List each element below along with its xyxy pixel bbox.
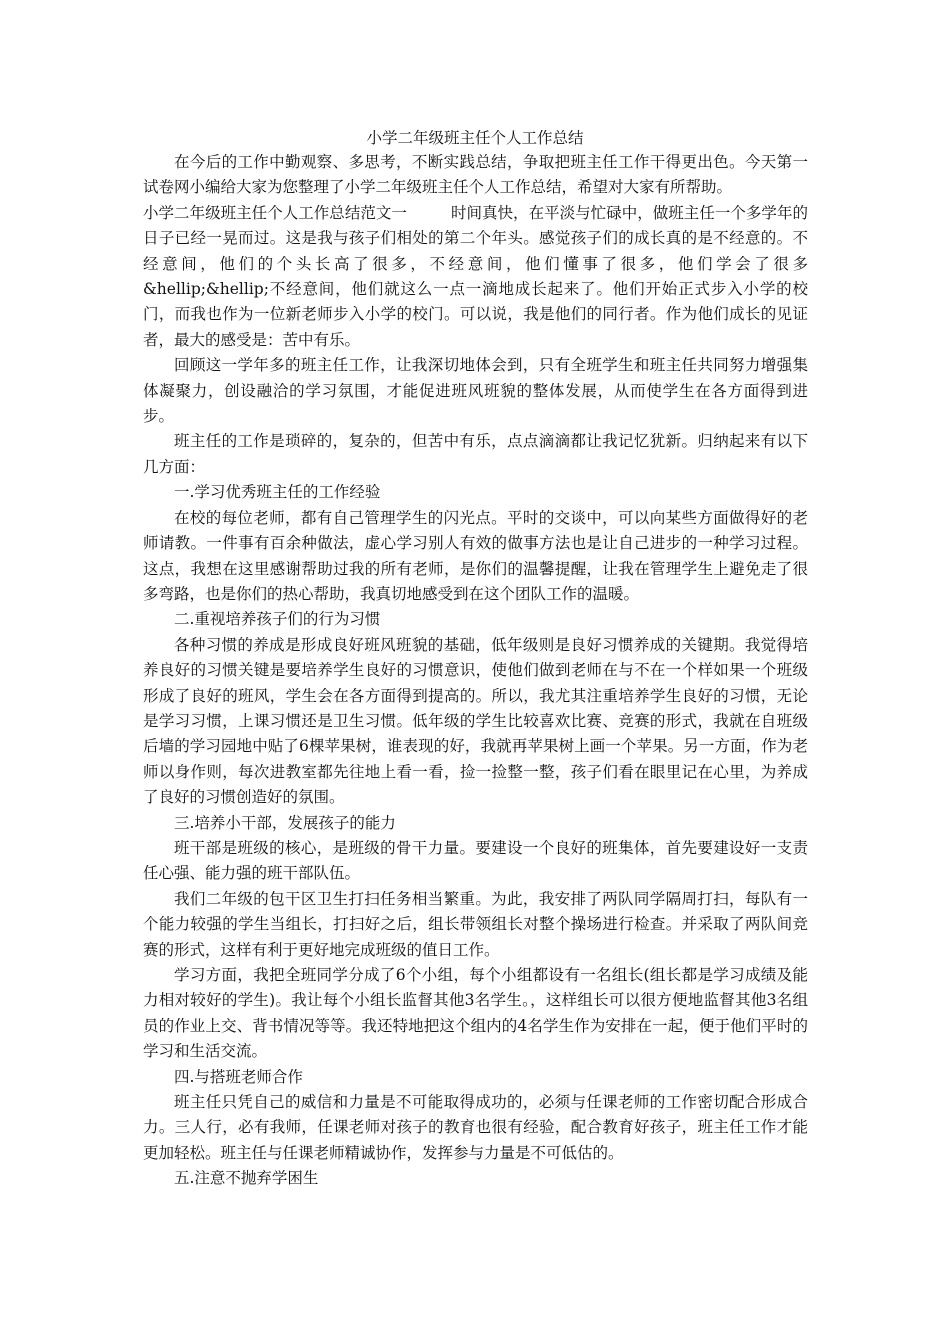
paragraph: 回顾这一学年多的班主任工作，让我深切地体会到，只有全班学生和班主任共同努力增强集体凝聚力，创设融洽的学习氛围，才能促进班风班貌的整体发展，从而使学生在各方面得到进步。: [143, 356, 808, 426]
section-4-body: 班主任只凭自己的威信和力量是不可能取得成功的，必须与任课老师的工作密切配合形成合力。三人行，必有我师，任课老师对孩子的教育也很有经验，配合教育好孩子，班主任工作才能更加轻松。班主任与任课老师精诚协作，发挥参与力量是不可低估的。: [143, 1093, 808, 1162]
section-3-body: 我们二年级的包干区卫生打扫任务相当繁重。为此，我安排了两队同学隔周打扫，每队有一个能力较强的学生当组长，打扫好之后，组长带领组长对整个操场进行检查。并采取了两队间竞赛的形式，这样有利于更好地完成班级的值日工作。: [143, 889, 808, 959]
paragraph: 班主任的工作是琐碎的，复杂的，但苦中有乐，点点滴滴都让我记忆犹新。归纳起来有以下几方面：: [143, 432, 808, 476]
section-heading-3: 三.培养小干部，发展孩子的能力: [174, 813, 396, 832]
sample-paragraph: [143, 201, 808, 353]
section-heading-2: 二.重视培养孩子们的行为习惯: [174, 610, 381, 629]
section-1-body: 在校的每位老师，都有自己管理学生的闪光点。平时的交谈中，可以向某些方面做得好的老师请教。一件事有百余种做法，虚心学习别人有效的做事方法也是让自己进步的一种学习过程。这点，我想在这里感谢帮助过我的所有老师，是你们的温馨提醒，让我在管理学生上避免走了很多弯路，也是你们的热心帮助，我真切地感受到在这个团队工作的温暖。: [143, 508, 808, 603]
sample-intro: 时间真快，在平淡与忙碌中，做班主任一个多学年的日子已经一晃而过。这是我与孩子们相处的第二个年头。感觉孩子们的成长真的是不经意的。不经意间，他们的个头长高了很多，不经意间，他们懂事了很多，他们学会了很多&hellip;&hellip;不经意间，他们就这么一点一滴地成长起来了。他们开始正式步入小学的校门，而我也作为一位新老师步入小学的校门。可以说，我是他们的同行者。作为他们成长的见证者，最大的感受是：苦中有乐。: [143, 203, 808, 349]
section-heading-4: 四.与搭班老师合作: [174, 1067, 303, 1086]
intro-paragraph: 在今后的工作中勤观察、多思考，不断实践总结，争取把班主任工作干得更出色。今天第一试卷网小编给大家为您整理了小学二年级班主任个人工作总结，希望对大家有所帮助。: [143, 153, 808, 197]
document-title: 小学二年级班主任个人工作总结: [366, 129, 584, 147]
section-3-body: 班干部是班级的核心，是班级的骨干力量。要建设一个良好的班集体，首先要建设好一支责任心强、能力强的班干部队伍。: [143, 838, 808, 883]
section-3-body: 学习方面，我把全班同学分成了6个小组，每个小组都设有一名组长(组长都是学习成绩及能力相对较好的学生)。我让每个小组长监督其他3名学生。，这样组长可以很方便地监督其他3名组员的作业上交、背书情况等等。我还特地把这个组内的4名学生作为安排在一起，便于他们平时的学习和生活交流。: [143, 966, 808, 1061]
document-body: [143, 150, 808, 1192]
section-heading-5: 五.注意不抛弃学困生: [174, 1169, 319, 1188]
section-heading-1: 一.学习优秀班主任的工作经验: [174, 483, 381, 502]
sample-heading: 小学二年级班主任个人工作总结范文一: [143, 203, 407, 222]
section-2-body: 各种习惯的养成是形成良好班风班貌的基础，低年级则是良好习惯养成的关键期。我觉得培养良好的习惯关键是要培养学生良好的习惯意识，使他们做到老师在与不在一个样如果一个班级形成了良好的班风，学生会在各方面得到提高的。所以，我尤其注重培养学生良好的习惯，无论是学习习惯，上课习惯还是卫生习惯。低年级的学生比较喜欢比赛、竞赛的形式，我就在自班级后墙的学习园地中贴了6棵苹果树，谁表现的好，我就再苹果树上画一个苹果。另一方面，作为老师以身作则，每次进教室都先往地上看一看，捡一捡整一整，孩子们看在眼里记在心里，为养成了良好的习惯创造好的氛围。: [143, 635, 808, 807]
